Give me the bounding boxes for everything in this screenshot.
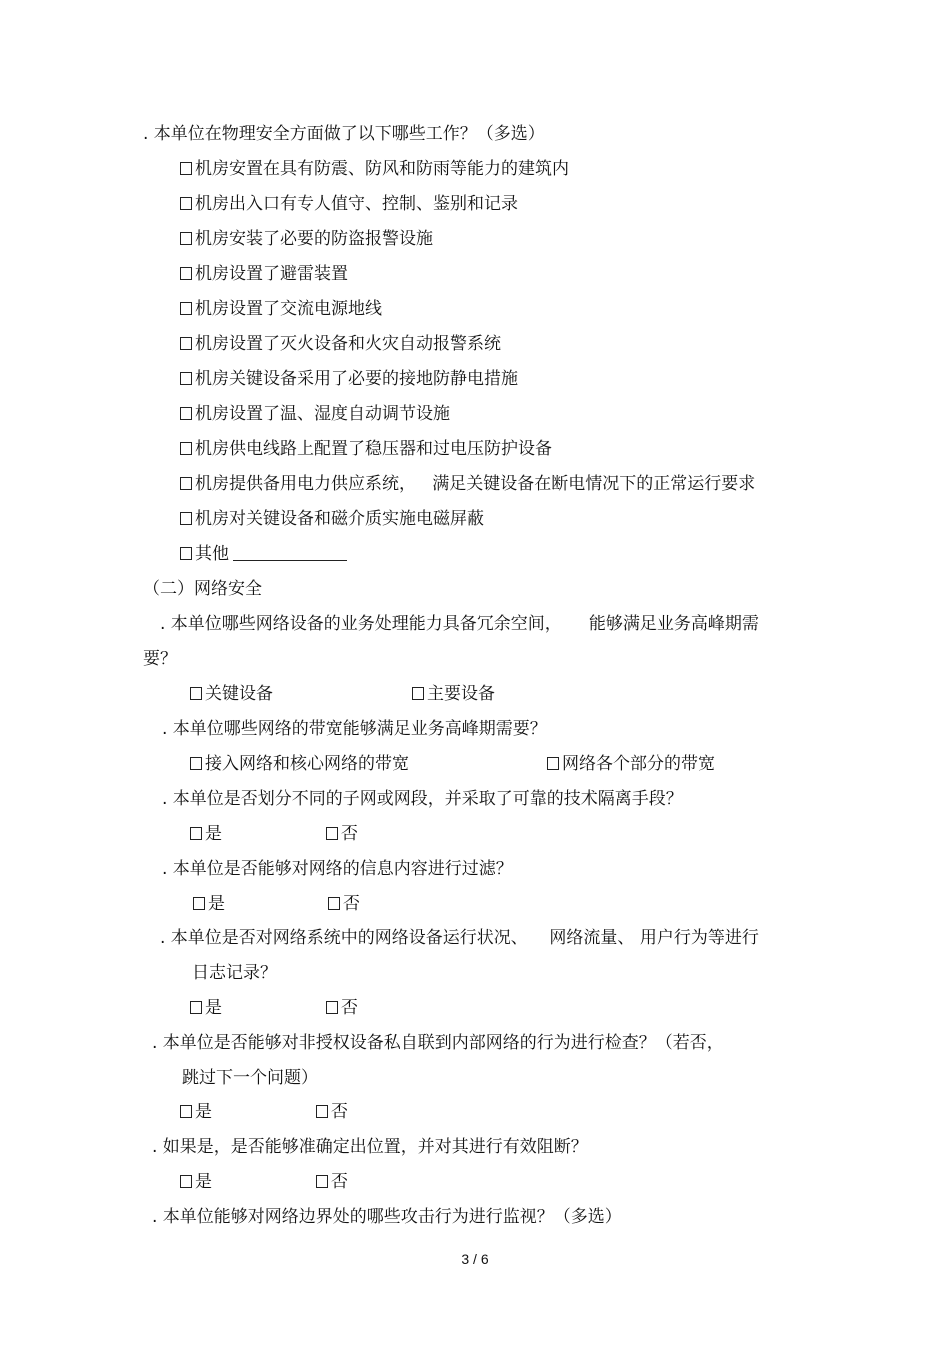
checkbox-icon[interactable] bbox=[190, 757, 202, 770]
option-yes[interactable] bbox=[190, 997, 222, 1019]
checkbox-icon[interactable] bbox=[180, 1105, 192, 1118]
checkbox-icon[interactable] bbox=[180, 337, 192, 350]
option-checkbox-item[interactable] bbox=[190, 683, 273, 705]
option-label: 否 bbox=[343, 894, 360, 914]
section-title-network-security: （二）网络安全 bbox=[143, 579, 262, 599]
checkbox-icon[interactable] bbox=[190, 687, 202, 700]
option-checkbox-item[interactable] bbox=[180, 473, 755, 495]
checkbox-icon[interactable] bbox=[180, 197, 192, 210]
option-label: 是 bbox=[208, 894, 225, 914]
question-redundant-devices: . 本单位哪些网络设备的业务处理能力具备冗余空间， 能够满足业务高峰期需 bbox=[160, 614, 759, 634]
option-checkbox-item[interactable] bbox=[180, 333, 501, 355]
checkbox-icon[interactable] bbox=[180, 477, 192, 490]
question-physical-security: . 本单位在物理安全方面做了以下哪些工作？（多选） bbox=[143, 124, 545, 144]
checkbox-icon[interactable] bbox=[326, 1001, 338, 1014]
question-redundant-devices-cont: 要？ bbox=[143, 649, 177, 669]
option-label: 机房关键设备采用了必要的接地防静电措施 bbox=[195, 369, 518, 389]
option-no[interactable] bbox=[328, 893, 360, 915]
checkbox-icon[interactable] bbox=[180, 442, 192, 455]
checkbox-icon[interactable] bbox=[193, 897, 205, 910]
option-checkbox-item[interactable] bbox=[180, 193, 518, 215]
question-log-recording: . 本单位是否对网络系统中的网络设备运行状况、 网络流量、 用户行为等进行 bbox=[160, 928, 759, 948]
question-bandwidth: . 本单位哪些网络的带宽能够满足业务高峰期需要？ bbox=[162, 719, 547, 739]
option-label: 接入网络和核心网络的带宽 bbox=[205, 754, 409, 774]
question-unauthorized-device: . 本单位是否能够对非授权设备私自联到内部网络的行为进行检查？（若否， bbox=[152, 1033, 724, 1053]
checkbox-icon[interactable] bbox=[180, 162, 192, 175]
option-label: 机房对关键设备和磁介质实施电磁屏蔽 bbox=[195, 509, 484, 529]
question-unauthorized-device-cont: 跳过下一个问题） bbox=[182, 1068, 318, 1088]
checkbox-icon[interactable] bbox=[180, 267, 192, 280]
option-label: 网络各个部分的带宽 bbox=[562, 754, 715, 774]
option-label: 机房提供备用电力供应系统， 满足关键设备在断电情况下的正常运行要求 bbox=[195, 474, 756, 494]
option-no[interactable] bbox=[316, 1101, 348, 1123]
option-label: 是 bbox=[195, 1172, 212, 1192]
page-number: 3 / 6 bbox=[461, 1251, 489, 1267]
question-locate-block: . 如果是，是否能够准确定出位置，并对其进行有效阻断？ bbox=[152, 1137, 588, 1157]
option-checkbox-item[interactable] bbox=[180, 158, 569, 180]
option-label: 机房设置了交流电源地线 bbox=[195, 299, 382, 319]
checkbox-icon[interactable] bbox=[180, 1175, 192, 1188]
option-label: 机房设置了温、湿度自动调节设施 bbox=[195, 404, 450, 424]
checkbox-icon[interactable] bbox=[180, 407, 192, 420]
option-label: 机房出入口有专人值守、控制、鉴别和记录 bbox=[195, 194, 518, 214]
option-label: 机房安装了必要的防盗报警设施 bbox=[195, 229, 433, 249]
option-label: 否 bbox=[331, 1172, 348, 1192]
option-checkbox-item[interactable] bbox=[180, 403, 450, 425]
option-checkbox-item[interactable] bbox=[180, 508, 484, 530]
option-label: 是 bbox=[205, 998, 222, 1018]
option-checkbox-item[interactable] bbox=[180, 298, 382, 320]
checkbox-icon[interactable] bbox=[316, 1175, 328, 1188]
checkbox-icon[interactable] bbox=[412, 687, 424, 700]
checkbox-icon[interactable] bbox=[180, 512, 192, 525]
checkbox-icon[interactable] bbox=[547, 757, 559, 770]
checkbox-icon[interactable] bbox=[316, 1105, 328, 1118]
option-yes[interactable] bbox=[180, 1171, 212, 1193]
option-checkbox-item[interactable] bbox=[180, 263, 348, 285]
option-yes[interactable] bbox=[193, 893, 225, 915]
checkbox-icon[interactable] bbox=[180, 302, 192, 315]
option-label: 机房安置在具有防震、防风和防雨等能力的建筑内 bbox=[195, 159, 569, 179]
question-content-filter: . 本单位是否能够对网络的信息内容进行过滤？ bbox=[162, 859, 513, 879]
option-label: 否 bbox=[341, 998, 358, 1018]
checkbox-icon[interactable] bbox=[190, 1001, 202, 1014]
question-log-recording-cont: 日志记录？ bbox=[192, 963, 277, 983]
option-checkbox-item[interactable] bbox=[180, 228, 433, 250]
question-subnet-isolation: . 本单位是否划分不同的子网或网段，并采取了可靠的技术隔离手段？ bbox=[162, 789, 683, 809]
option-checkbox-item[interactable] bbox=[547, 753, 715, 775]
option-checkbox-item[interactable] bbox=[412, 683, 495, 705]
option-checkbox-other[interactable] bbox=[180, 543, 347, 565]
option-label: 机房设置了避雷装置 bbox=[195, 264, 348, 284]
option-yes[interactable] bbox=[190, 823, 222, 845]
checkbox-icon[interactable] bbox=[180, 232, 192, 245]
option-label: 其他 bbox=[195, 544, 229, 564]
checkbox-icon[interactable] bbox=[326, 827, 338, 840]
option-no[interactable] bbox=[326, 823, 358, 845]
option-no[interactable] bbox=[326, 997, 358, 1019]
option-yes[interactable] bbox=[180, 1101, 212, 1123]
option-label: 主要设备 bbox=[427, 684, 495, 704]
checkbox-icon[interactable] bbox=[328, 897, 340, 910]
option-label: 是 bbox=[195, 1102, 212, 1122]
checkbox-icon[interactable] bbox=[180, 547, 192, 560]
option-label: 关键设备 bbox=[205, 684, 273, 704]
checkbox-icon[interactable] bbox=[180, 372, 192, 385]
option-checkbox-item[interactable] bbox=[190, 753, 409, 775]
question-boundary-attacks: . 本单位能够对网络边界处的哪些攻击行为进行监视？（多选） bbox=[152, 1207, 622, 1227]
option-label: 是 bbox=[205, 824, 222, 844]
checkbox-icon[interactable] bbox=[190, 827, 202, 840]
option-checkbox-item[interactable] bbox=[180, 368, 518, 390]
other-fill-in-blank[interactable] bbox=[233, 545, 347, 561]
option-label: 机房设置了灭火设备和火灾自动报警系统 bbox=[195, 334, 501, 354]
option-no[interactable] bbox=[316, 1171, 348, 1193]
option-checkbox-item[interactable] bbox=[180, 438, 552, 460]
option-label: 否 bbox=[341, 824, 358, 844]
option-label: 否 bbox=[331, 1102, 348, 1122]
option-label: 机房供电线路上配置了稳压器和过电压防护设备 bbox=[195, 439, 552, 459]
